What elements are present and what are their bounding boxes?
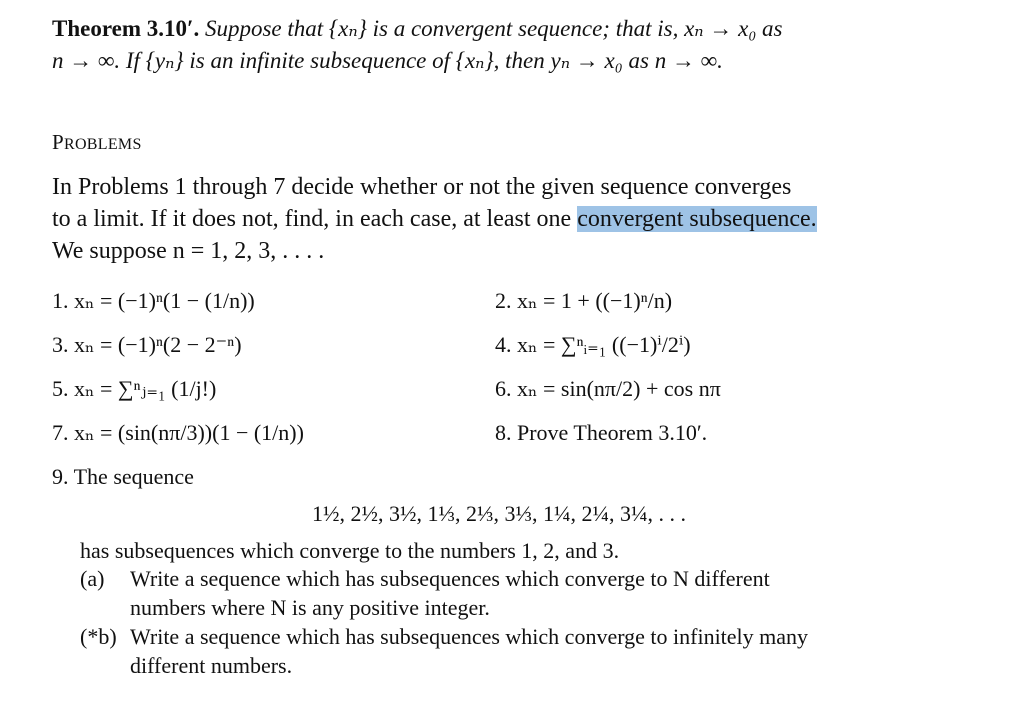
- problem-formula: xₙ = ∑ⁿⱼ₌₁ (1/j!): [74, 376, 217, 401]
- theorem-text-1: Suppose that {xₙ} is a convergent sequence; that is, xₙ → x₀ as: [204, 16, 783, 41]
- intro-line-2-text: to a limit. If it does not, find, in each case, at least one: [52, 206, 578, 232]
- intro-line-3: We suppose n = 1, 2, 3, . . . .: [52, 238, 325, 264]
- highlighted-text[interactable]: convergent subsequence.: [577, 206, 817, 232]
- heading-first-letter: P: [52, 130, 64, 154]
- problem-formula: xₙ = (−1)ⁿ(1 − (1/n)): [74, 288, 255, 313]
- problem-6: [495, 375, 721, 403]
- problem-number: 8.: [495, 420, 512, 445]
- problem-number: 6.: [495, 376, 512, 401]
- problem-1: [52, 287, 255, 315]
- mixed-number-sequence: 1½, 2½, 3½, 1⅓, 2⅓, 3⅓, 1¼, 2¼, 3¼, . . .: [312, 501, 686, 526]
- problem-number: 7.: [52, 420, 69, 445]
- problem-8: [495, 419, 707, 447]
- part-b-label: (*b): [80, 624, 117, 649]
- problem-number: 9.: [52, 464, 69, 489]
- section-heading: [52, 127, 142, 160]
- part-a-line-2: numbers where N is any positive integer.: [130, 595, 490, 620]
- problem-formula: Prove Theorem 3.10′.: [517, 420, 708, 445]
- problem-5: [52, 375, 216, 403]
- intro-line-2: [52, 204, 817, 234]
- theorem-label: Theorem 3.10′.: [52, 16, 200, 41]
- problem-formula: xₙ = sin(nπ/2) + cos nπ: [517, 376, 721, 401]
- theorem-line-1: [52, 14, 783, 44]
- problem-formula: xₙ = (−1)ⁿ(2 − 2⁻ⁿ): [74, 332, 242, 357]
- problem-2: [495, 287, 672, 315]
- part-b-line-1: Write a sequence which has subsequences which converge to infinitely many: [130, 624, 809, 649]
- problem-9: [52, 463, 194, 491]
- theorem-line-2: n → ∞. If {yₙ} is an infinite subsequence of {xₙ}, then yₙ → x₀ as n → ∞.: [52, 48, 723, 73]
- problem-formula: xₙ = (sin(nπ/3))(1 − (1/n)): [74, 420, 304, 445]
- problem-7: [52, 419, 304, 447]
- problem-4: [495, 331, 691, 359]
- part-b-line-2: different numbers.: [130, 653, 293, 678]
- problem-formula: xₙ = ∑ⁿᵢ₌₁ ((−1)ⁱ/2ⁱ): [517, 332, 691, 357]
- problem-formula: xₙ = 1 + ((−1)ⁿ/n): [517, 288, 673, 313]
- problem-9-statement: has subsequences which converge to the numbers 1, 2, and 3.: [80, 538, 620, 563]
- problem-3: [52, 331, 242, 359]
- problem-number: 2.: [495, 288, 512, 313]
- part-a-line-1: Write a sequence which has subsequences which converge to N different: [130, 566, 770, 591]
- problem-9-intro: The sequence: [73, 464, 194, 489]
- intro-line-1: In Problems 1 through 7 decide whether or not the given sequence converges: [52, 174, 792, 200]
- problem-number: 4.: [495, 332, 512, 357]
- heading-rest: ROBLEMS: [63, 136, 142, 153]
- part-a-label: (a): [80, 566, 105, 591]
- problem-number: 1.: [52, 288, 69, 313]
- problem-number: 3.: [52, 332, 69, 357]
- problem-number: 5.: [52, 376, 69, 401]
